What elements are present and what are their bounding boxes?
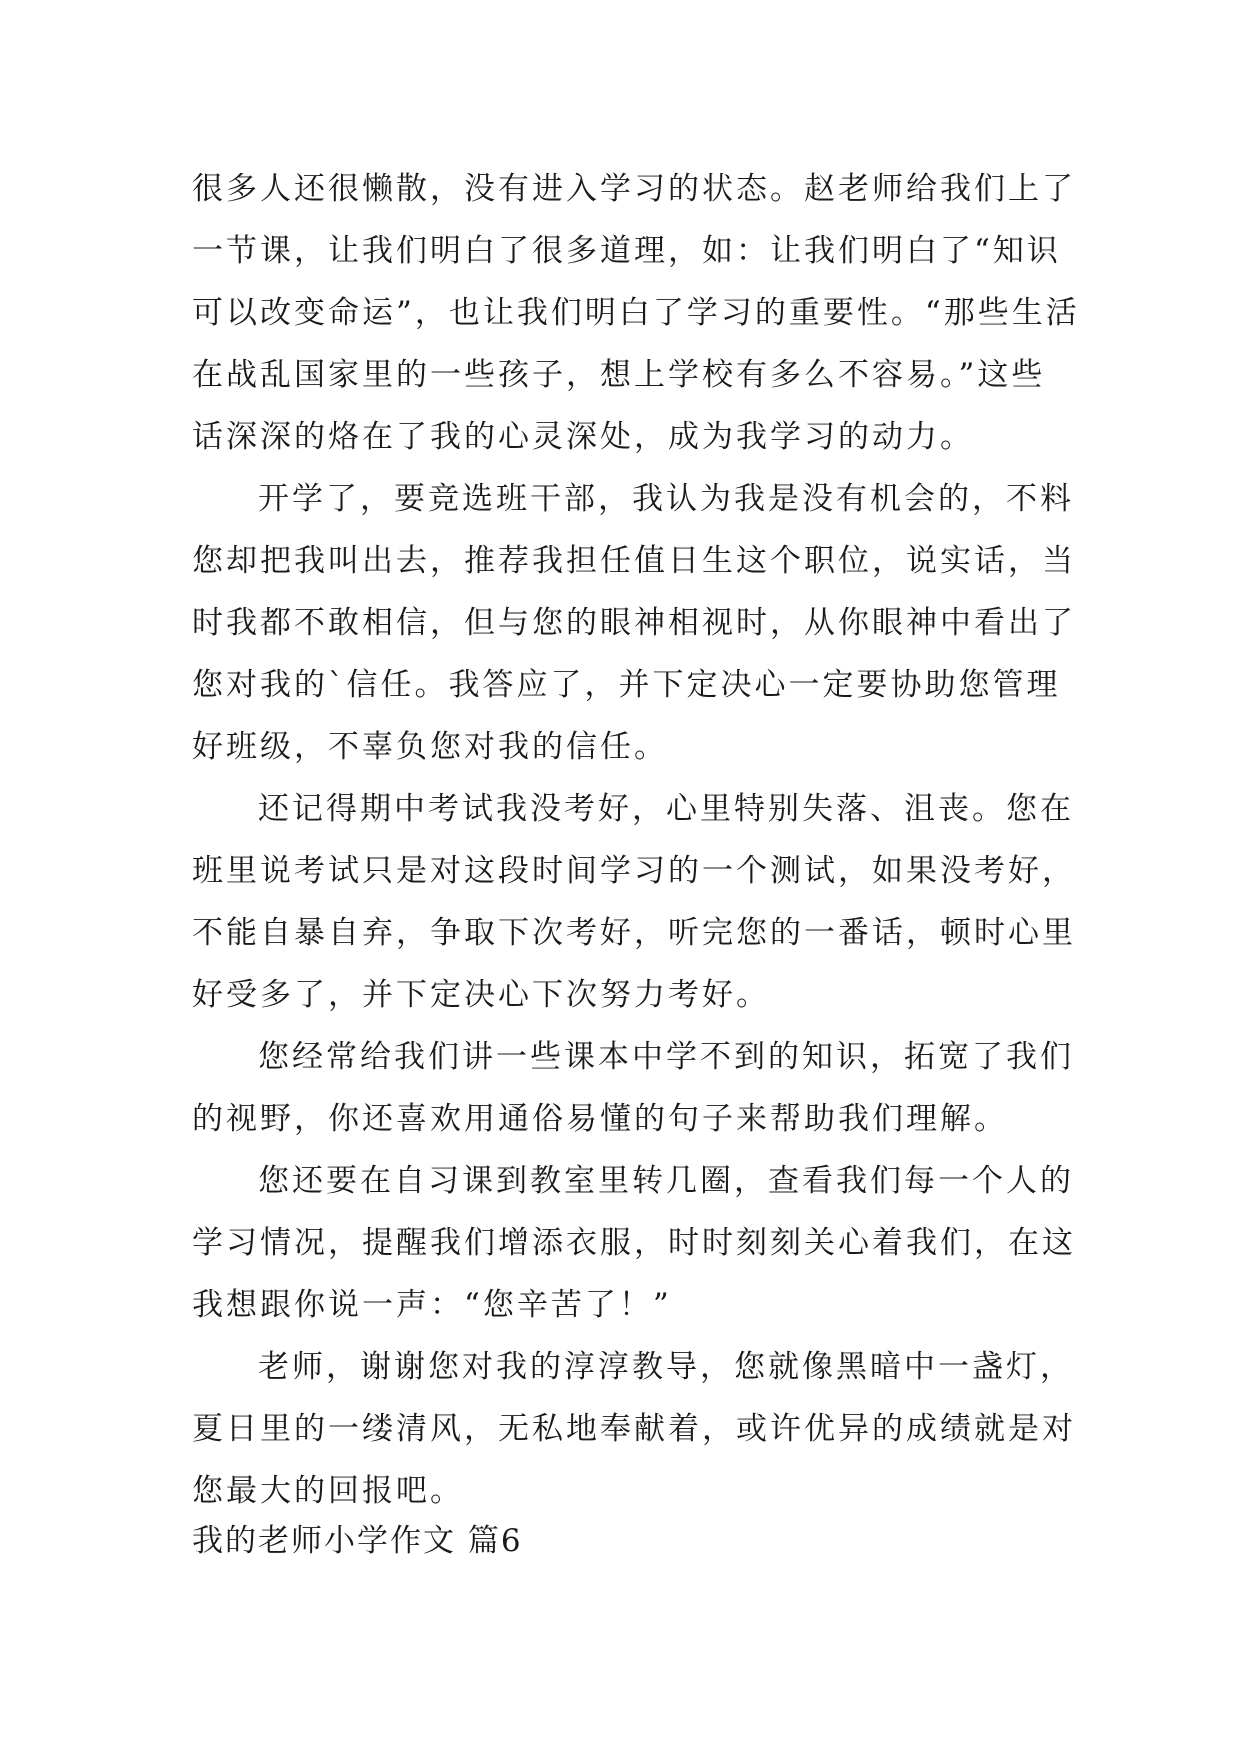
text-line: 好班级，不辜负您对我的信任。 bbox=[192, 729, 668, 765]
paragraph-first-line: 还记得期中考试我没考好，心里特别失落、沮丧。您在 bbox=[258, 791, 1074, 827]
paragraph-first-line: 您经常给我们讲一些课本中学不到的知识，拓宽了我们 bbox=[258, 1039, 1074, 1075]
text-line: 一节课，让我们明白了很多道理，如：让我们明白了“知识 bbox=[192, 233, 1061, 269]
text-line: 我想跟你说一声：“您辛苦了！” bbox=[192, 1287, 672, 1323]
text-line: 您最大的回报吧。 bbox=[192, 1473, 464, 1509]
paragraph-first-line: 老师，谢谢您对我的淳淳教导，您就像黑暗中一盏灯， bbox=[258, 1349, 1074, 1385]
paragraph-first-line: 开学了，要竞选班干部，我认为我是没有机会的，不料 bbox=[258, 481, 1074, 517]
text-line: 学习情况，提醒我们增添衣服，时时刻刻关心着我们，在这 bbox=[192, 1225, 1076, 1261]
text-line: 不能自暴自弃，争取下次考好，听完您的一番话，顿时心里 bbox=[192, 915, 1076, 951]
text-line: 班里说考试只是对这段时间学习的一个测试，如果没考好， bbox=[192, 853, 1076, 889]
text-line: 时我都不敢相信，但与您的眼神相视时，从你眼神中看出了 bbox=[192, 605, 1076, 641]
text-line: 的视野，你还喜欢用通俗易懂的句子来帮助我们理解。 bbox=[192, 1101, 1008, 1137]
text-line: 您对我的`信任。我答应了，并下定决心一定要协助您管理 bbox=[192, 667, 1061, 703]
text-line: 可以改变命运”，也让我们明白了学习的重要性。“那些生活 bbox=[192, 295, 1080, 331]
text-line: 话深深的烙在了我的心灵深处，成为我学习的动力。 bbox=[192, 419, 974, 455]
text-line: 在战乱国家里的一些孩子，想上学校有多么不容易。”这些 bbox=[192, 357, 1046, 393]
text-line: 您却把我叫出去，推荐我担任值日生这个职位，说实话，当 bbox=[192, 543, 1076, 579]
text-line: 夏日里的一缕清风，无私地奉献着，或许优异的成绩就是对 bbox=[192, 1411, 1076, 1447]
paragraph-first-line: 您还要在自习课到教室里转几圈，查看我们每一个人的 bbox=[258, 1163, 1074, 1199]
section-title: 我的老师小学作文 篇6 bbox=[192, 1523, 523, 1559]
text-line: 很多人还很懒散，没有进入学习的状态。赵老师给我们上了 bbox=[192, 171, 1076, 207]
essay-body bbox=[192, 158, 1080, 1522]
text-line: 好受多了，并下定决心下次努力考好。 bbox=[192, 977, 770, 1013]
